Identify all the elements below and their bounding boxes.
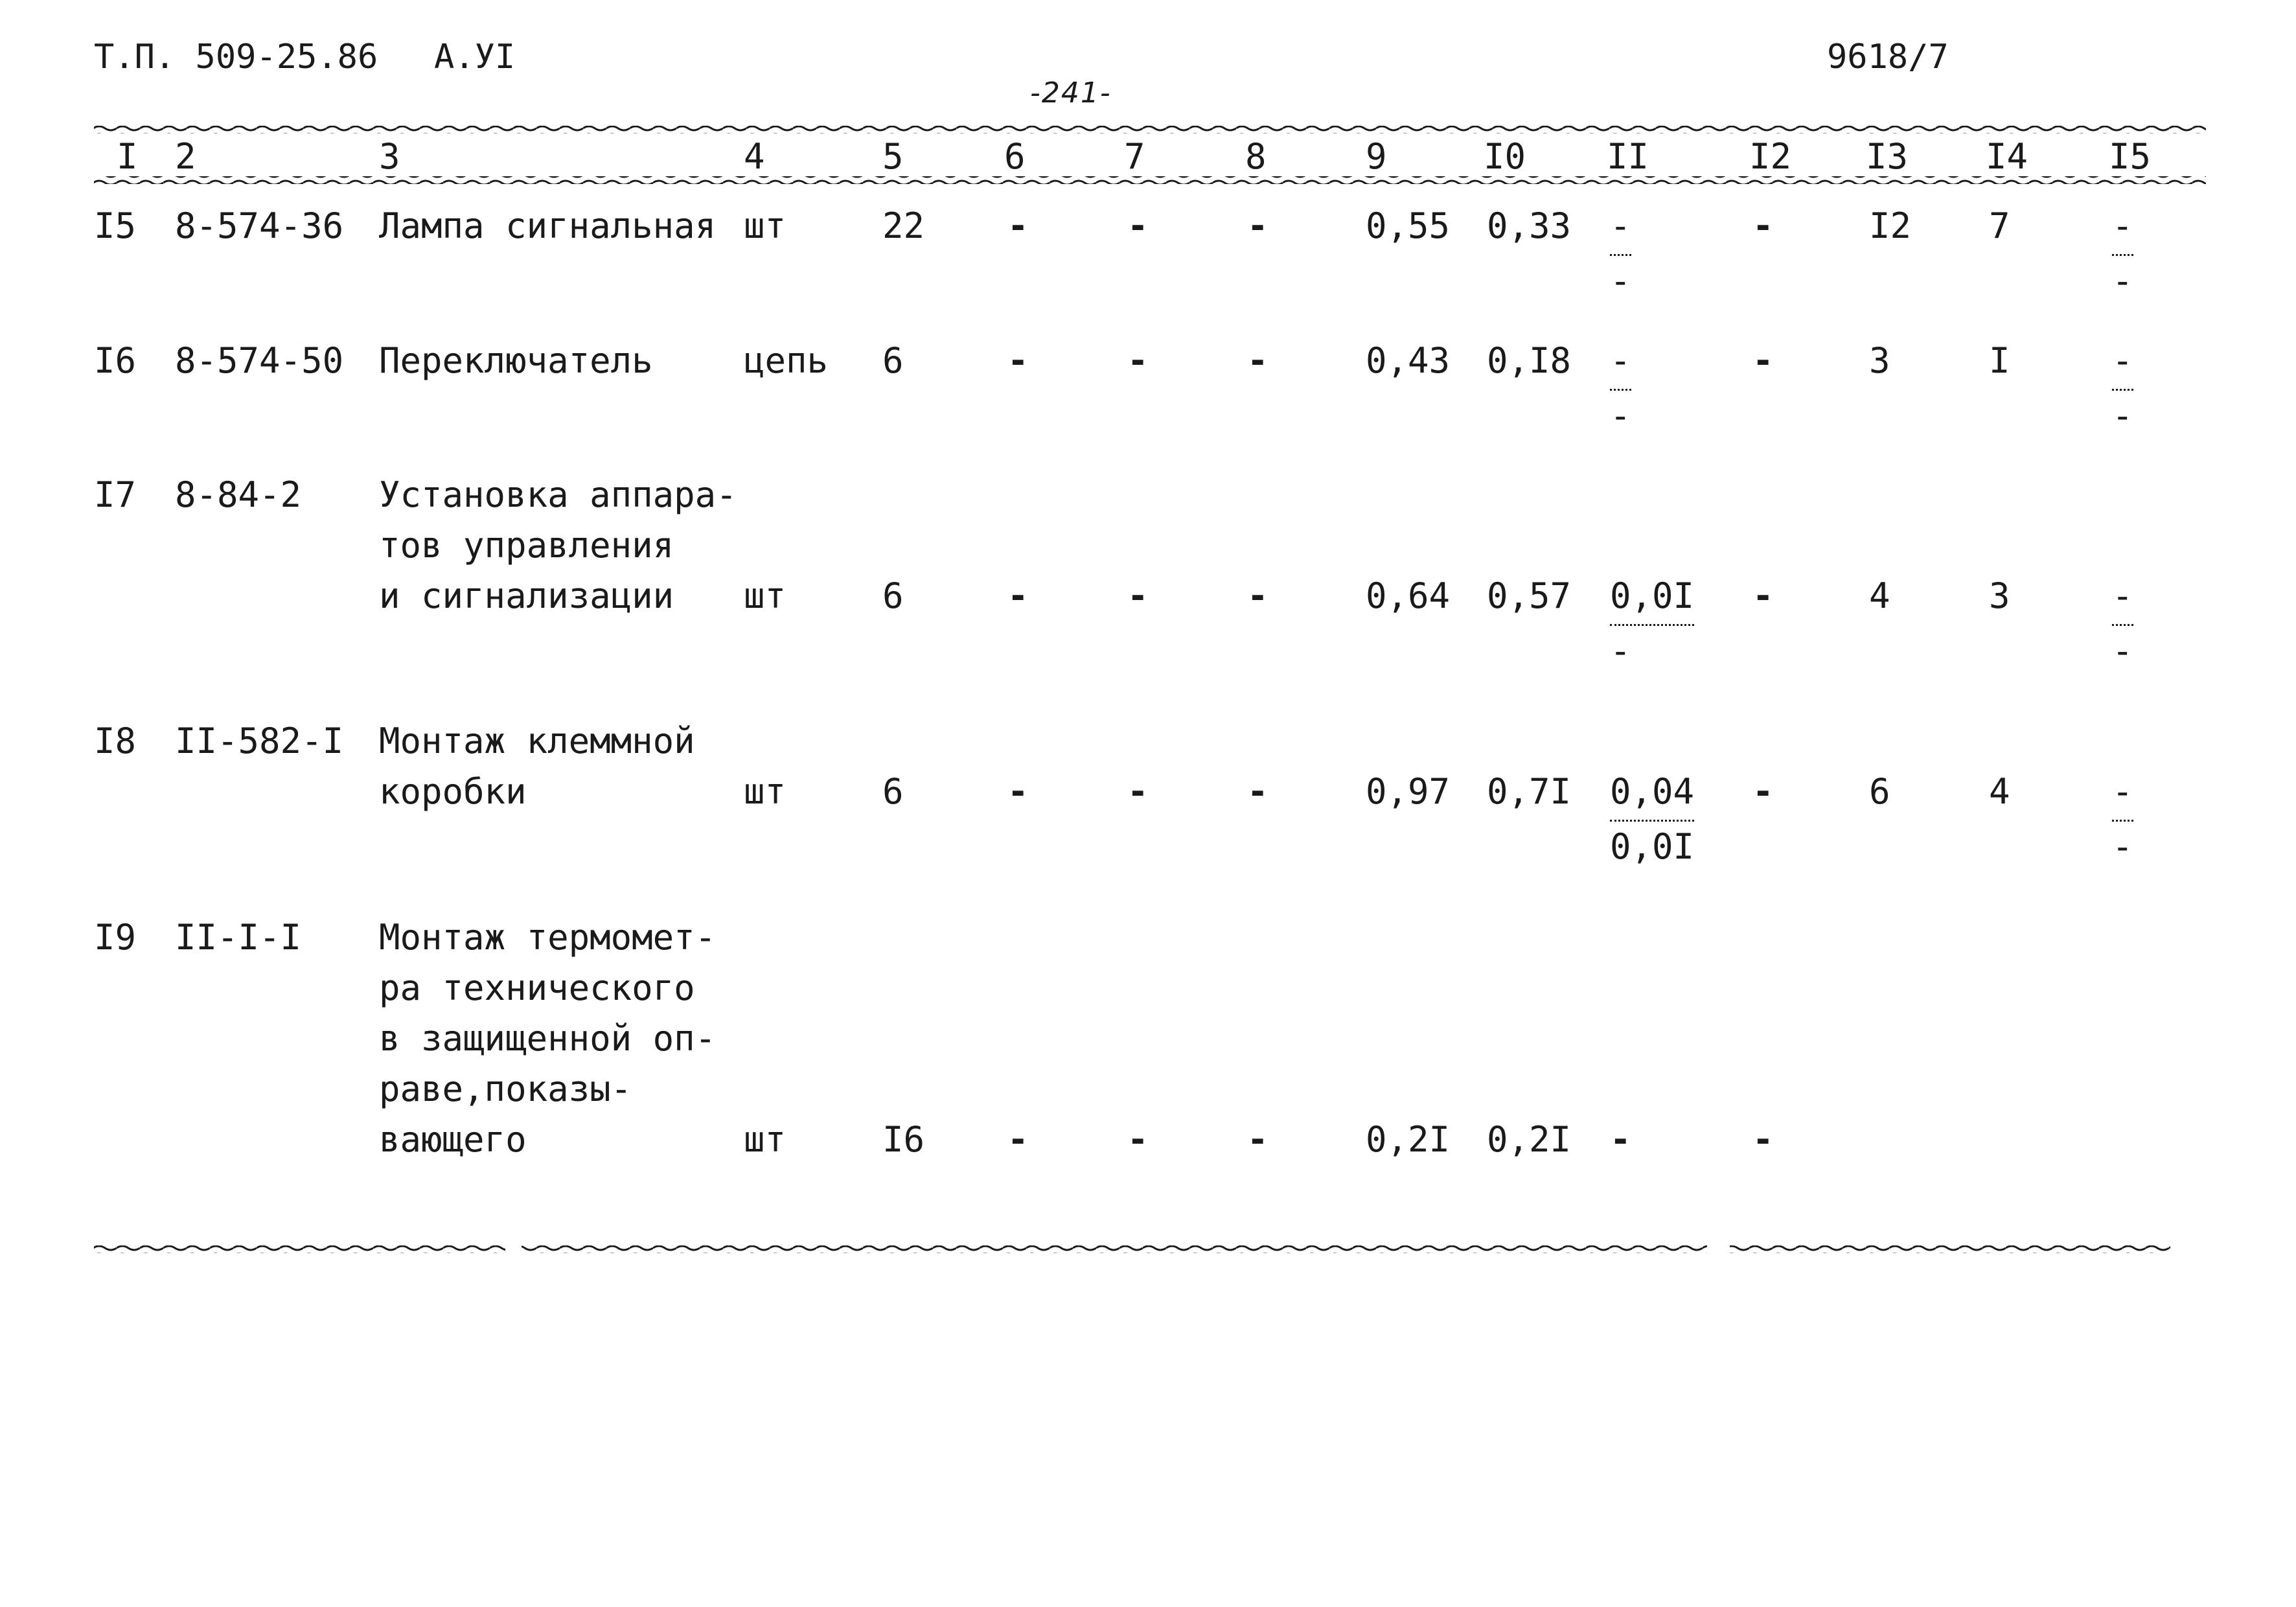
- col13-value: 4: [1869, 575, 1890, 616]
- col14-value: I: [1989, 340, 2010, 381]
- col15-denominator: -: [2112, 260, 2133, 301]
- col8-value: -: [1247, 771, 1269, 812]
- sheet-code: 9618/7: [1827, 38, 1949, 76]
- description-line: тов управления: [379, 525, 674, 566]
- col11-numerator: -: [1610, 336, 1631, 391]
- col15-denominator: -: [2112, 630, 2133, 671]
- column-header-11: II: [1607, 136, 1649, 177]
- description-line: коробки: [379, 771, 527, 812]
- document-reference: Т.П. 509-25.86: [94, 38, 378, 76]
- quantity: 22: [882, 205, 925, 246]
- description-line: ра технического: [379, 967, 695, 1008]
- description-line: раве,показы-: [379, 1069, 632, 1109]
- col6-value: -: [1007, 340, 1029, 381]
- col12-value: -: [1752, 771, 1774, 812]
- bottom-rule-middle: [522, 1245, 1707, 1253]
- col7-value: -: [1127, 771, 1149, 812]
- col14-value: 4: [1989, 771, 2010, 812]
- column-header-5: 5: [882, 136, 904, 177]
- description-line: Лампа сигнальная: [379, 205, 717, 246]
- col7-value: -: [1127, 340, 1149, 381]
- quantity: 6: [882, 771, 904, 812]
- col15-fraction: [2112, 767, 2133, 872]
- unit: шт: [744, 575, 786, 616]
- column-header-2: 2: [175, 136, 196, 177]
- col12-value: -: [1752, 205, 1774, 246]
- col15-denominator: -: [2112, 395, 2133, 436]
- col9-value: 0,43: [1366, 340, 1451, 381]
- col11-denominator: -: [1610, 395, 1631, 436]
- norm-code: II-I-I: [175, 917, 302, 958]
- quantity: I6: [882, 1119, 925, 1160]
- col14-value: 3: [1989, 575, 2010, 616]
- col15-fraction: [2112, 571, 2133, 676]
- col11-numerator: 0,04: [1610, 767, 1694, 822]
- col15-numerator: -: [2112, 767, 2133, 822]
- col11-denominator: -: [1610, 260, 1631, 301]
- row-number: I5: [94, 205, 137, 246]
- description-line: Переключатель: [379, 340, 653, 381]
- top-rule: [94, 126, 2206, 133]
- col13-value: 3: [1869, 340, 1890, 381]
- col8-value: -: [1247, 340, 1269, 381]
- column-header-9: 9: [1366, 136, 1387, 177]
- col8-value: -: [1247, 575, 1269, 616]
- col10-value: 0,33: [1487, 205, 1572, 246]
- col11-numerator: -: [1610, 201, 1631, 256]
- unit: шт: [744, 205, 786, 246]
- column-header-6: 6: [1004, 136, 1026, 177]
- col7-value: -: [1127, 575, 1149, 616]
- quantity: 6: [882, 575, 904, 616]
- col9-value: 0,97: [1366, 771, 1451, 812]
- unit: шт: [744, 771, 786, 812]
- column-header-10: I0: [1484, 136, 1526, 177]
- col12-value: -: [1752, 1119, 1774, 1160]
- col11-denominator: 0,0I: [1610, 826, 1695, 867]
- bottom-rule-right: [1730, 1245, 2170, 1253]
- col9-value: 0,64: [1366, 575, 1451, 616]
- col7-value: -: [1127, 1119, 1149, 1160]
- row-number: I7: [94, 474, 137, 515]
- col10-value: 0,I8: [1487, 340, 1572, 381]
- description-line: Монтаж клеммной: [379, 721, 695, 761]
- column-header-13: I3: [1866, 136, 1909, 177]
- norm-code: 8-574-36: [175, 205, 344, 246]
- col13-value: 6: [1869, 771, 1890, 812]
- column-header-4: 4: [744, 136, 765, 177]
- norm-code: 8-84-2: [175, 474, 302, 515]
- col10-value: 0,7I: [1487, 771, 1572, 812]
- col15-numerator: -: [2112, 201, 2133, 256]
- description-line: вающего: [379, 1119, 527, 1160]
- col11-fraction: [1610, 201, 1631, 306]
- album-number: А.УI: [434, 38, 516, 76]
- col11-denominator: -: [1610, 630, 1631, 671]
- header-rule: [94, 176, 2206, 184]
- description-line: в защищенной оп-: [379, 1018, 717, 1059]
- description-line: Монтаж термомет-: [379, 917, 717, 958]
- col10-value: 0,2I: [1487, 1119, 1572, 1160]
- col8-value: -: [1247, 1119, 1269, 1160]
- col11-fraction: [1610, 336, 1631, 441]
- col6-value: -: [1007, 771, 1029, 812]
- col15-numerator: -: [2112, 336, 2133, 391]
- quantity: 6: [882, 340, 904, 381]
- col10-value: 0,57: [1487, 575, 1572, 616]
- col13-value: I2: [1869, 205, 1912, 246]
- column-header-3: 3: [379, 136, 400, 177]
- norm-code: 8-574-50: [175, 340, 344, 381]
- col9-value: 0,2I: [1366, 1119, 1451, 1160]
- column-header-7: 7: [1124, 136, 1145, 177]
- column-header-1: I: [117, 136, 138, 177]
- col6-value: -: [1007, 205, 1029, 246]
- unit: шт: [744, 1119, 786, 1160]
- col12-value: -: [1752, 340, 1774, 381]
- col15-fraction: [2112, 336, 2133, 441]
- col15-denominator: -: [2112, 826, 2133, 867]
- norm-code: II-582-I: [175, 721, 344, 761]
- col8-value: -: [1247, 205, 1269, 246]
- column-header-14: I4: [1986, 136, 2028, 177]
- col11-fraction: [1610, 571, 1694, 676]
- page-number: -241-: [1030, 76, 1112, 110]
- col12-value: -: [1752, 575, 1774, 616]
- col6-value: -: [1007, 575, 1029, 616]
- description-line: и сигнализации: [379, 575, 674, 616]
- col15-fraction: [2112, 201, 2133, 306]
- col15-numerator: -: [2112, 571, 2133, 626]
- description-line: Установка аппара-: [379, 474, 737, 515]
- col7-value: -: [1127, 205, 1149, 246]
- bottom-rule-left: [94, 1245, 505, 1253]
- column-header-8: 8: [1245, 136, 1267, 177]
- unit: цепь: [744, 340, 829, 381]
- column-header-15: I5: [2109, 136, 2152, 177]
- col14-value: 7: [1989, 205, 2010, 246]
- col11-fraction: [1610, 767, 1694, 872]
- row-number: I6: [94, 340, 137, 381]
- col11-value: -: [1610, 1119, 1631, 1160]
- col6-value: -: [1007, 1119, 1029, 1160]
- col11-numerator: 0,0I: [1610, 571, 1694, 626]
- row-number: I9: [94, 917, 137, 958]
- column-header-12: I2: [1749, 136, 1792, 177]
- col9-value: 0,55: [1366, 205, 1451, 246]
- row-number: I8: [94, 721, 137, 761]
